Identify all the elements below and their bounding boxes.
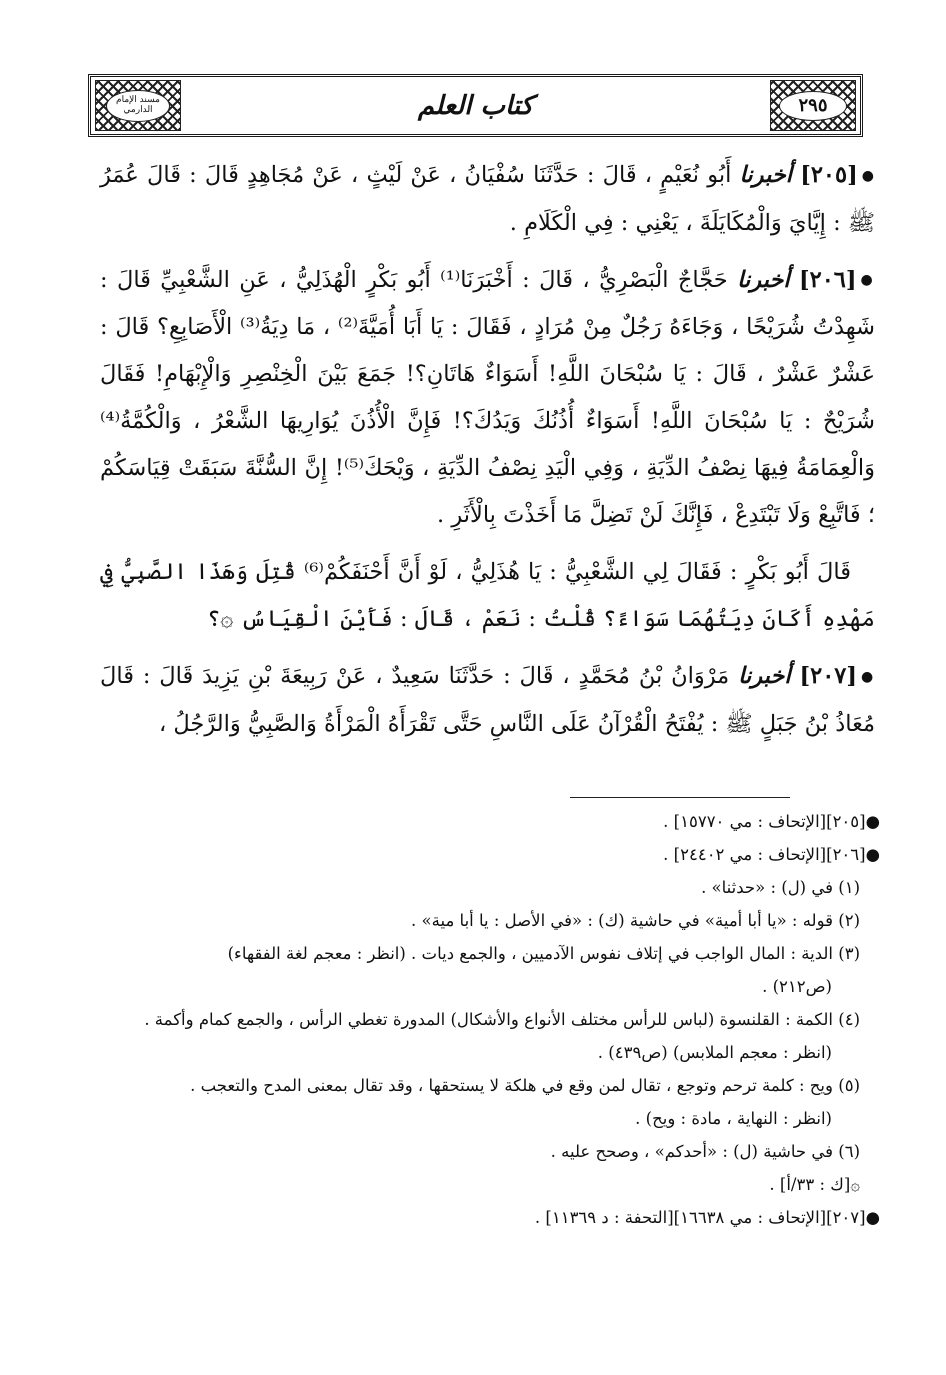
page-header [88, 74, 863, 137]
footnote-text: (٥) ويح : كلمة ترحم وتوجع ، تقال لمن وقع في هلكة لا يستحقها ، وقد تقال بمعنى المدح والتعجب . [190, 1076, 860, 1095]
footnote-text: (١) في (ل) : «حدثنا» . [701, 878, 860, 897]
commentary-text: قَالَ أَبُو بَكْرٍ : فَقَالَ لِي الشَّعْبِيُّ : يَا هُذَلِيُّ ، لَوْ أَنَّ أَحْنَفَكُمْ⁽⁶⁾ قُتِلَ وَهَذَا الصَّبِيُّ فِي مَهْدِهِ أَكَانَ دِيَتُهُمَا سَوَاءً؟ قُلْتُ : نَعَمْ ، قَالَ : فَأَيْنَ الْقِيَاسُ ۞؟ [100, 559, 875, 632]
footnote-continuation: (ص٢١٢) . [762, 977, 832, 996]
commentary-paragraph [100, 549, 875, 643]
page-number: ٢٩٥ [779, 91, 847, 121]
footnote-continuation: (انظر : معجم الملابس) (ص٤٣٩) . [597, 1043, 832, 1062]
seal-text: مسند الإمام الدارمي [106, 90, 170, 122]
akhbarana-label: أخبرنا [739, 162, 793, 188]
bullet-icon: ● [860, 272, 875, 288]
hadith-206 [100, 257, 875, 540]
hadith-number: [٢٠٦] [798, 266, 857, 293]
reference-line: ●[٢٠٧][الإتحاف : مي ١٦٦٣٨][التحفة : د ١١٣٦٩] . [534, 1208, 880, 1227]
footnote-divider [570, 797, 790, 798]
hadith-number: [٢٠٥] [800, 162, 858, 188]
hadith-text: أَبُو نُعَيْمٍ ، قَالَ : حَدَّثَنَا سُفْيَانُ ، عَنْ لَيْثٍ ، عَنْ مُجَاهِدٍ قَالَ : قَالَ عُمَرُ ﷺ : إِيَّايَ وَالْمُكَايَلَةَ ، يَعْنِي : فِي الْكَلَامِ . [100, 162, 875, 236]
seal-ornament-icon [95, 80, 181, 131]
footnote-text: (٦) في حاشية (ل) : «أحدكم» ، وصحح عليه . [550, 1142, 860, 1161]
reference-line: ●[٢٠٦][الإتحاف : مي ٢٤٤٠٢] . [663, 845, 880, 864]
footnote [100, 1069, 880, 1135]
footnote [100, 871, 880, 904]
footnote-text: (٤) الكمة : القلنسوة (لباس للرأس مختلف الأنواع والأشكال) المدورة تغطي الرأس ، والجمع كمام وأكمة . [144, 1010, 860, 1029]
akhbarana-label: أخبرنا [737, 266, 790, 293]
page-number-ornament [770, 80, 856, 131]
hadith-205 [100, 152, 875, 247]
page-mark: ۞[ك : ٣٣/أ] . [769, 1175, 860, 1194]
book-title: كتاب العلم [417, 90, 534, 121]
footnote [100, 937, 880, 1003]
footnotes [100, 805, 880, 1234]
footnote [100, 1135, 880, 1168]
footnote [100, 1003, 880, 1069]
main-text [100, 152, 875, 758]
bullet-icon: ● [861, 668, 875, 685]
footnote [100, 904, 880, 937]
footnote-text: (٣) الدية : المال الواجب في إتلاف نفوس الآدميين ، والجمع ديات . (انظر : معجم لغة الفقهاء) [227, 944, 860, 963]
footnote-continuation: (انظر : النهاية ، مادة : ويح) . [635, 1109, 832, 1128]
hadith-number: [٢٠٧] [799, 663, 858, 689]
akhbarana-label: أخبرنا [738, 663, 791, 689]
footnote-text: (٢) قوله : «يا أبا أمية» في حاشية (ك) : «في الأصل : يا أبا مية» . [411, 911, 860, 930]
hadith-text: مَرْوَانُ بْنُ مُحَمَّدٍ ، قَالَ : حَدَّثَنَا سَعِيدٌ ، عَنْ رَبِيعَةَ بْنِ يَزِيدَ قَالَ : قَالَ مُعَاذُ بْنُ جَبَلٍ ﷺ : يُفْتَحُ الْقُرْآنُ عَلَى النَّاسِ حَتَّى تَقْرَأَهُ الْمَرْأَةُ وَالصَّبِيُّ وَالرَّجُلُ ، [100, 663, 875, 737]
bullet-icon: ● [861, 167, 875, 184]
hadith-207 [100, 653, 875, 748]
reference-line: ●[٢٠٥][الإتحاف : مي ١٥٧٧٠] . [663, 812, 880, 831]
hadith-text: حَجَّاجٌ الْبَصْرِيُّ ، قَالَ : أَخْبَرَنَا⁽¹⁾ أَبُو بَكْرٍ الْهُذَلِيُّ ، عَنِ الشَّعْبِيِّ قَالَ : شَهِدْتُ شُرَيْحًا ، وَجَاءَهُ رَجُلٌ مِنْ مُرَادٍ ، فَقَالَ : يَا أَبَا أُمَيَّةَ⁽²⁾ ، مَا دِيَةُ⁽³⁾ الْأَصَابِعِ؟ قَالَ : عَشْرٌ عَشْرٌ ، قَالَ : يَا سُبْحَانَ اللَّهِ! أَسَوَاءٌ هَاتَانِ؟! جَمَعَ بَيْنَ الْخِنْصِرِ وَالْإِبْهَامِ! فَقَالَ شُرَيْحٌ : يَا سُبْحَانَ اللَّهِ! أَسَوَاءٌ أُذُنُكَ وَيَدُكَ؟! فَإِنَّ الْأُذُنَ يُوَارِيهَا الشَّعْرُ ، وَالْكُمَّةُ⁽⁴⁾ وَالْعِمَامَةُ فِيهَا نِصْفُ الدِّيَةِ ، وَفِي الْيَدِ نِصْفُ الدِّيَةِ ، وَيْحَكَ⁽⁵⁾! إِنَّ السُّنَّةَ سَبَقَتْ قِيَاسَكُمْ ؛ فَاتَّبِعْ وَلَا تَبْتَدِعْ ، فَإِنَّكَ لَنْ تَضِلَّ مَا أَخَذْتَ بِالْأَثَرِ . [100, 266, 875, 528]
